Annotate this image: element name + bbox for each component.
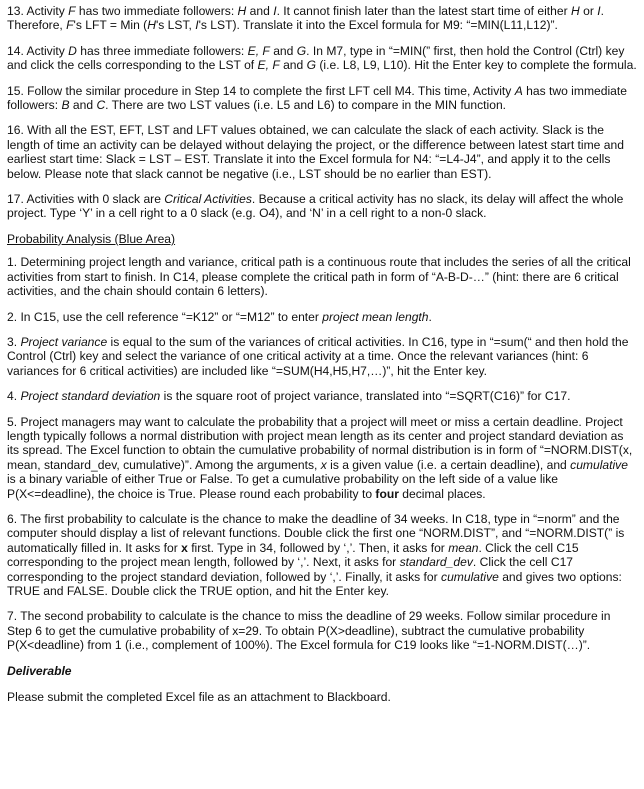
probability-step-4: 4. Project standard deviation is the square root of project variance, translated into “=SQRT(C16)” for C17.: [7, 389, 571, 404]
step-15-paragraph: 15. Follow the similar procedure in Step 14 to complete the first LFT cell M4. This time, Activity A has two immediate followers: B and C. There are two LST values (i.e. L5 and L6) to compare in the MIN function.: [7, 83, 627, 113]
probability-step-5: 5. Project managers may want to calculate the probability that a project will meet or miss a certain deadline. Project length typically follows a normal distribution with project mean length as its center and project standard deviation as its spread. The Excel function to obtain the cumulative probability of normal distribution is in form of “=NORM.DIST(x, mean, standard_dev, cumulative)”. Among the arguments, x is a given value (i.e. a certain deadline), and cumulative is a binary variable of either True or False. To get a cumulative probability on the left side of a value like P(X<=deadline), the choice is True. Please round each probability to four decimal places.: [7, 414, 633, 501]
probability-step-7: 7. The second probability to calculate is the chance to miss the deadline of 29 weeks. Follow similar procedure in Step 6 to get the cumulative probability of x=29. To obtain P(X>deadline), subtract the cumulative probability P(X<deadline) from 1 (i.e., complement of 100%). The Excel formula for C19 looks like “=1-NORM.DIST(…)”.: [7, 609, 611, 653]
step-14-paragraph: 14. Activity D has three immediate followers: E, F and G. In M7, type in “=MIN(” first, then hold the Control (Ctrl) key and click the cells corresponding to the LST of E, F and G (i.e. L8, L9, L10). Hit the Enter key to complete the formula.: [7, 43, 637, 73]
probability-step-3: 3. Project variance is equal to the sum of the variances of critical activities. In C16, type in “=sum(“ and then hold the Control (Ctrl) key and select the variance of one critical activity at a time. Once the relevant variances (hint: 6 variances for 6 critical activities) are included like “=SUM(H4,H5,H7,…)”, hit the Enter key.: [7, 334, 629, 378]
probability-step-1: 1. Determining project length and variance, critical path is a continuous route that includes the series of all the critical activities from start to finish. In C14, please complete the critical path in form of “A-B-D-…” (hint: there are 6 critical activities, and the chain should contain 6 letters).: [7, 255, 631, 299]
probability-step-6: 6. The first probability to calculate is the chance to make the deadline of 34 weeks. In C18, type in “=norm” and the computer should display a list of relevant functions. Double click the first one “NORM.DIST”, and “=NORM.DIST(” is automatically filled in. It asks for x first. Type in 34, followed by ‘,’. Then, it asks for mean. Click the cell C15 corresponding to the project mean length, followed by ‘,’. Next, it asks for standard_dev. Click the cell C17 corresponding to the project standard deviation, followed by ‘,’. Finally, it asks for cumulative and gives two options: TRUE and FALSE. Double click the TRUE option, and hit the Enter key.: [7, 511, 625, 598]
step-13-paragraph: 13. Activity F has two immediate followers: H and I. It cannot finish later than the latest start time of either H or I. Therefore, F's LFT = Min (H's LST, I's LST). Translate it into the Excel formula for M9: “=MIN(L11,L12)”.: [7, 4, 604, 33]
probability-analysis-heading: Probability Analysis (Blue Area): [7, 231, 176, 246]
probability-step-2: 2. In C15, use the cell reference “=K12” or “=M12” to enter project mean length.: [7, 309, 432, 324]
step-16-paragraph: 16. With all the EST, EFT, LST and LFT values obtained, we can calculate the slack of each activity. Slack is the length of time an activity can be delayed without delaying the project, or the difference between latest start time and earliest start time: Slack = LST – EST. Translate it into the Excel formula for N4: “=L4-J4”, and apply it to the cells below. Please note that slack cannot be negative (i.e., LST should be no earlier than EST).: [7, 123, 624, 181]
deliverable-text: Please submit the completed Excel file as an attachment to Blackboard.: [7, 690, 391, 705]
step-17-paragraph: 17. Activities with 0 slack are Critical Activities. Because a critical activity has no slack, its delay will affect the whole project. Type ‘Y’ in a cell right to a 0 slack (e.g. O4), and ‘N’ in a cell right to a non-0 slack.: [7, 192, 624, 221]
deliverable-heading: Deliverable: [7, 663, 72, 678]
